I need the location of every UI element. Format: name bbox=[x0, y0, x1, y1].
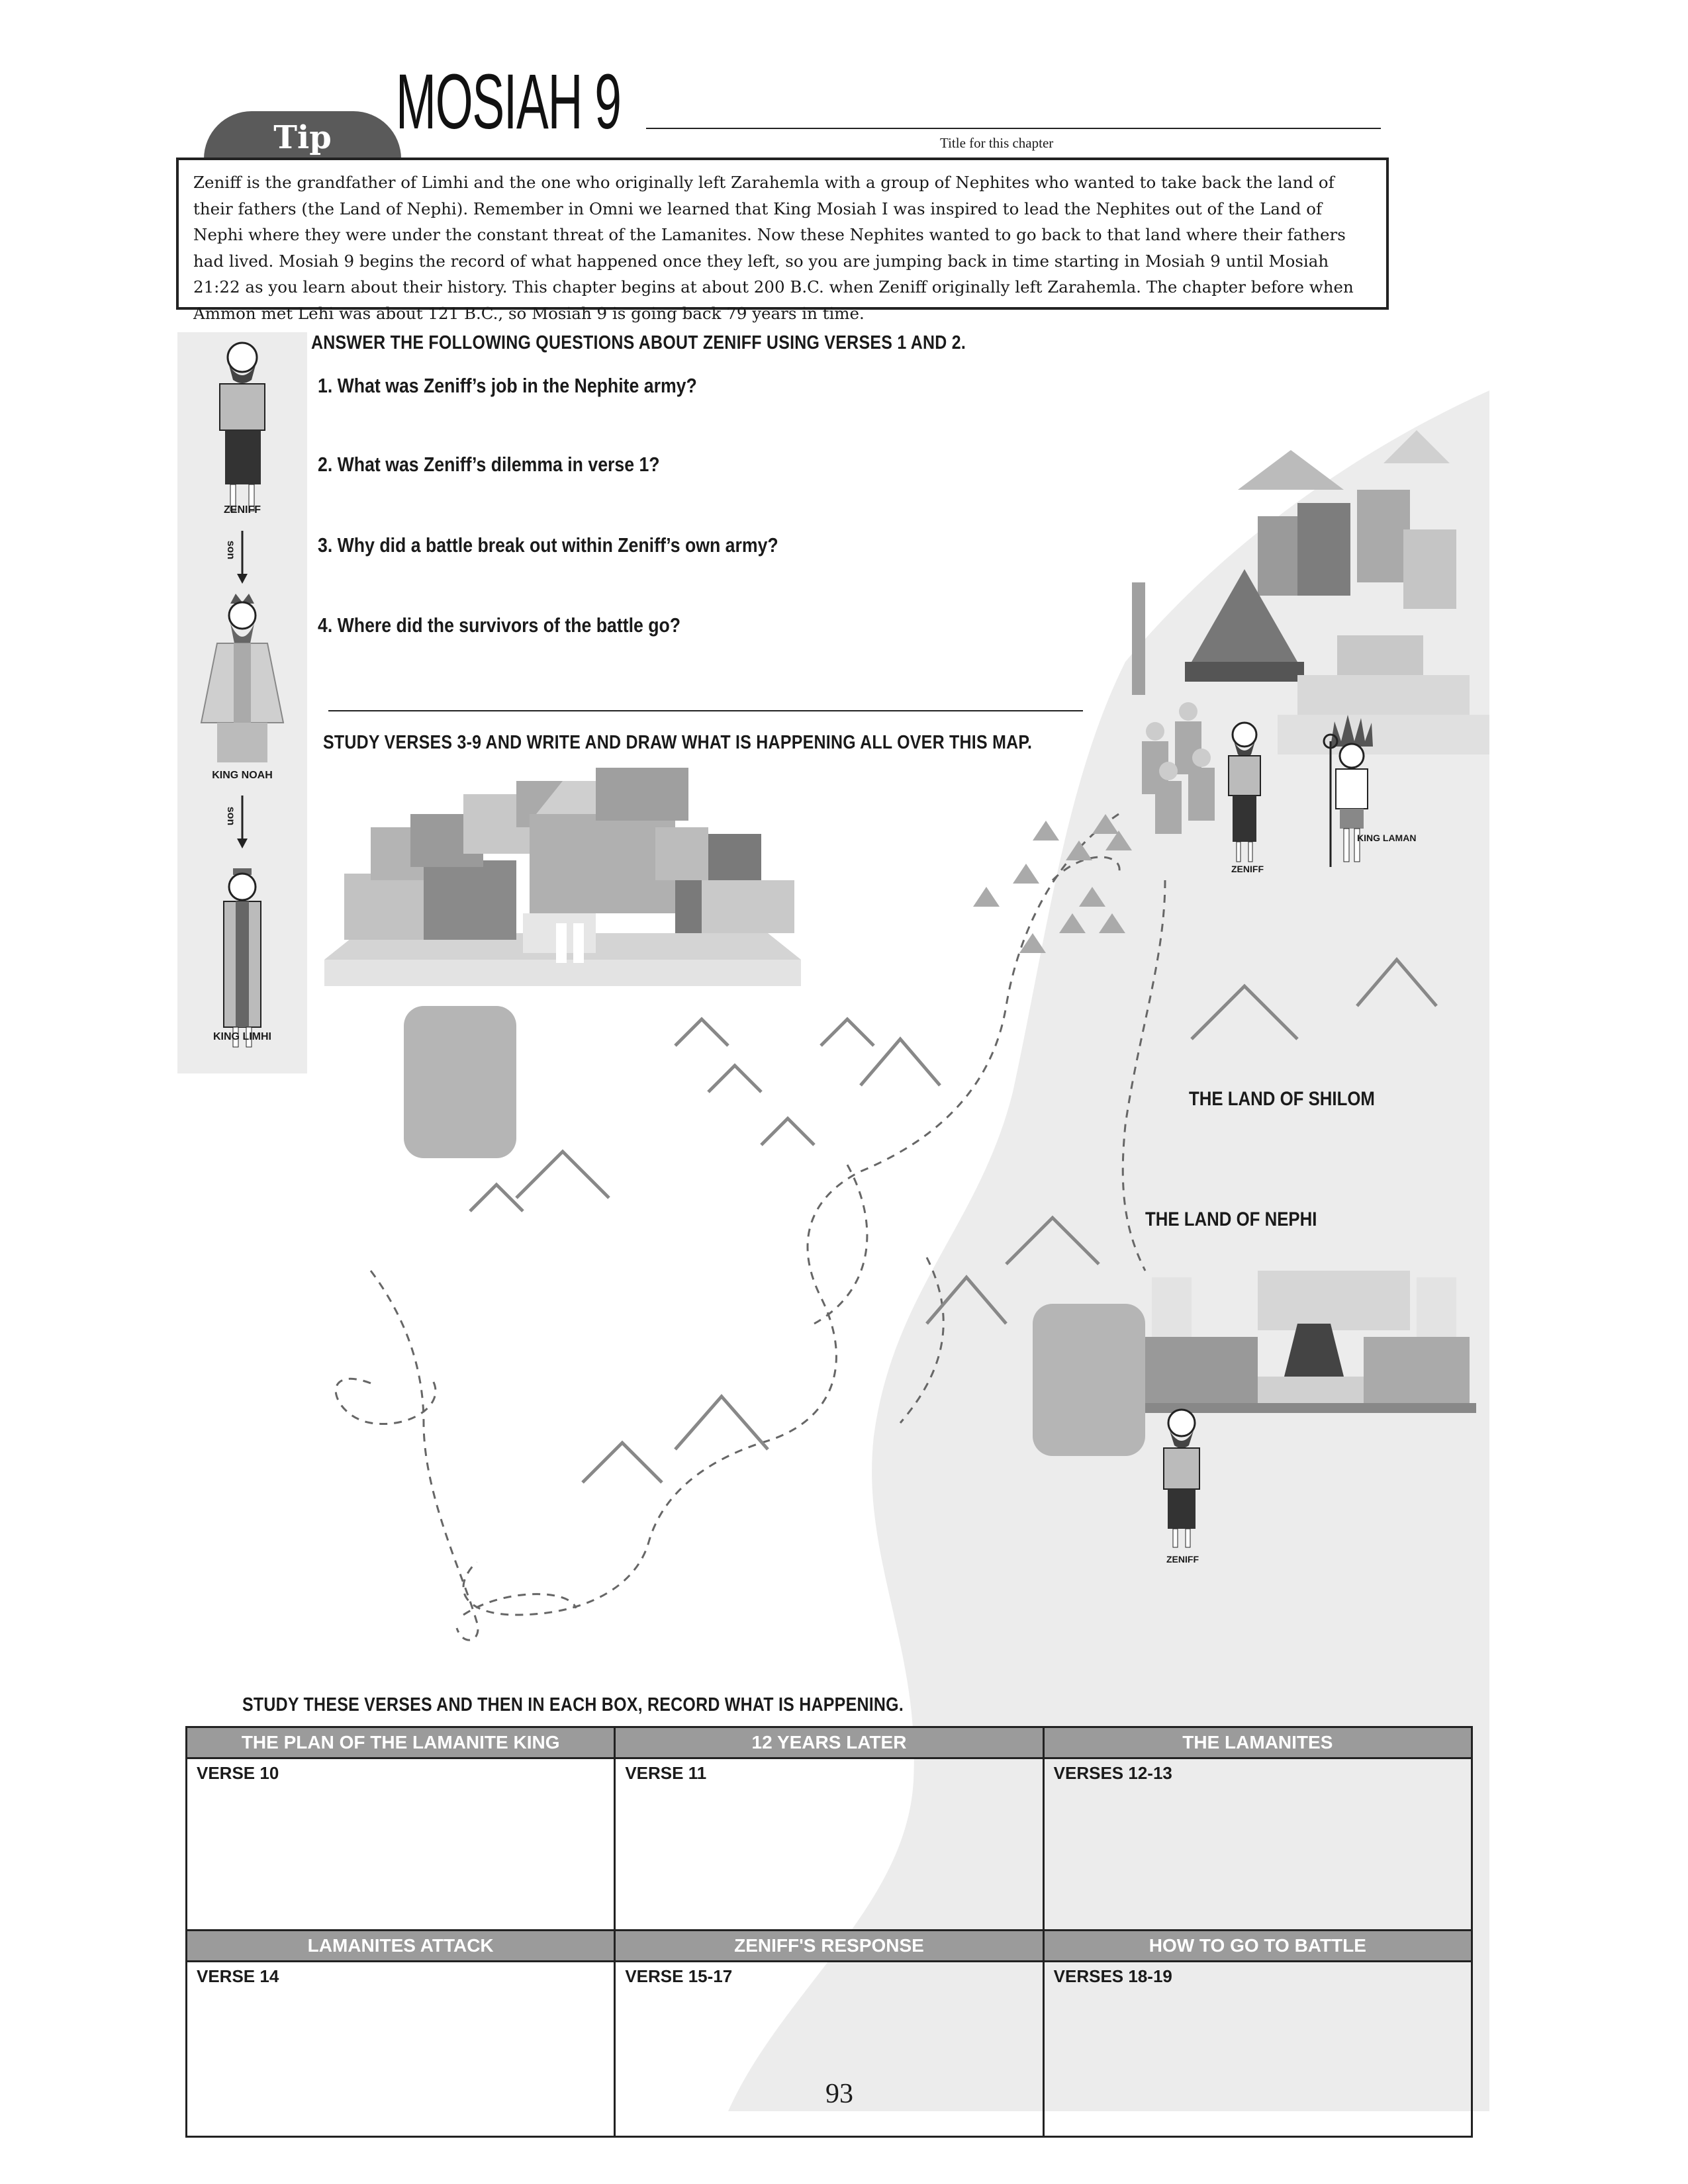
box-12-years-later[interactable] bbox=[615, 1727, 1043, 1931]
label-king-limhi: KING LIMHI bbox=[213, 1031, 271, 1042]
label-zeniff-top: ZENIFF bbox=[1231, 864, 1264, 874]
relation-label-2: son bbox=[225, 806, 237, 826]
box-verse: VERSES 18-19 bbox=[1053, 1966, 1172, 1986]
box-verse: VERSES 12-13 bbox=[1053, 1763, 1172, 1783]
box-title: THE PLAN OF THE LAMANITE KING bbox=[187, 1728, 614, 1759]
relation-label-1: son bbox=[225, 540, 237, 560]
question-1: 1. What was Zeniff’s job in the Nephite army? bbox=[318, 374, 697, 397]
box-the-lamanites[interactable] bbox=[1043, 1727, 1472, 1931]
verse-boxes-table bbox=[185, 1726, 1473, 2138]
question-3: 3. Why did a battle break out within Zeniff’s own army? bbox=[318, 533, 778, 557]
answer-line[interactable] bbox=[328, 710, 1083, 711]
label-zeniff-bottom: ZENIFF bbox=[1166, 1554, 1199, 1565]
question-4: 4. Where did the survivors of the battle go? bbox=[318, 614, 681, 637]
king-limhi-figure-icon bbox=[224, 868, 261, 1047]
city-nephi-bottom bbox=[1139, 1271, 1476, 1413]
label-land-of-nephi: THE LAND OF NEPHI bbox=[1145, 1208, 1317, 1230]
label-land-of-shilom: THE LAND OF SHILOM bbox=[1189, 1088, 1375, 1110]
label-zeniff: ZENIFF bbox=[224, 504, 261, 516]
box-verse: VERSE 14 bbox=[197, 1966, 279, 1986]
page-number: 93 bbox=[825, 2079, 853, 2109]
box-title: LAMANITES ATTACK bbox=[187, 1931, 614, 1962]
box-title: ZENIFF'S RESPONSE bbox=[616, 1931, 1042, 1962]
tip-box: Zeniff is the grandfather of Limhi and the one who originally left Zarahemla with a group of Nephites who wanted to take back the land of their fathers (the Land of Nephi). Remember in Omni we learned that King Mosiah I was inspired to lead the Nephites out of the Land of Nephi where they were under the constant threat of the Lamanites. Now these Nephites wanted to go back to that land where their fathers had lived. Mosiah 9 begins the record of what happened once they left, so you are jumping back in time starting in Mosiah 9 until Mosiah 21:22 as you learn about their history. This chapter begins at about 200 B.C. when Zeniff originally left Zarahemla. The chapter before when Ammon met Lehi was about 121 B.C., so Mosiah 9 is going back 79 years in time. bbox=[176, 158, 1389, 310]
zeniff-top-icon bbox=[1229, 723, 1260, 862]
zeniff-figure-icon bbox=[220, 343, 265, 511]
box-title: THE LAMANITES bbox=[1045, 1728, 1471, 1759]
chapter-title-caption: Title for this chapter bbox=[940, 135, 1054, 151]
box-verse: VERSE 11 bbox=[625, 1763, 707, 1783]
page-title: MOSIAH 9 bbox=[396, 58, 621, 146]
question-2: 2. What was Zeniff’s dilemma in verse 1? bbox=[318, 453, 660, 476]
box-verse: VERSE 10 bbox=[197, 1763, 279, 1783]
lineage-figures bbox=[177, 332, 307, 1073]
chapter-title-line[interactable] bbox=[646, 128, 1381, 129]
label-king-noah: KING NOAH bbox=[212, 770, 273, 781]
box-lamanites-attack[interactable] bbox=[187, 1931, 615, 2137]
zeniff-bottom-icon bbox=[1145, 1403, 1218, 1549]
king-noah-figure-icon bbox=[201, 594, 283, 762]
box-verse: VERSE 15-17 bbox=[625, 1966, 733, 1986]
box-title: 12 YEARS LATER bbox=[616, 1728, 1042, 1759]
zeniff-king-laman-icons bbox=[1218, 715, 1417, 874]
label-king-laman: KING LAMAN bbox=[1357, 833, 1417, 843]
king-laman-icon bbox=[1324, 715, 1373, 867]
map-instruction: STUDY VERSES 3-9 AND WRITE AND DRAW WHAT IS HAPPENING ALL OVER THIS MAP. bbox=[323, 732, 1033, 753]
tip-tab: Tip bbox=[204, 111, 401, 159]
box-title: HOW TO GO TO BATTLE bbox=[1045, 1931, 1471, 1962]
questions-heading: ANSWER THE FOLLOWING QUESTIONS ABOUT ZENIFF USING VERSES 1 AND 2. bbox=[311, 332, 966, 353]
city-zarahemla bbox=[324, 768, 801, 986]
box-how-to-go-to-battle[interactable] bbox=[1043, 1931, 1472, 2137]
boxes-heading: STUDY THESE VERSES AND THEN IN EACH BOX, RECORD WHAT IS HAPPENING. bbox=[242, 1694, 904, 1715]
box-plan-of-lamanite-king[interactable] bbox=[187, 1727, 615, 1931]
